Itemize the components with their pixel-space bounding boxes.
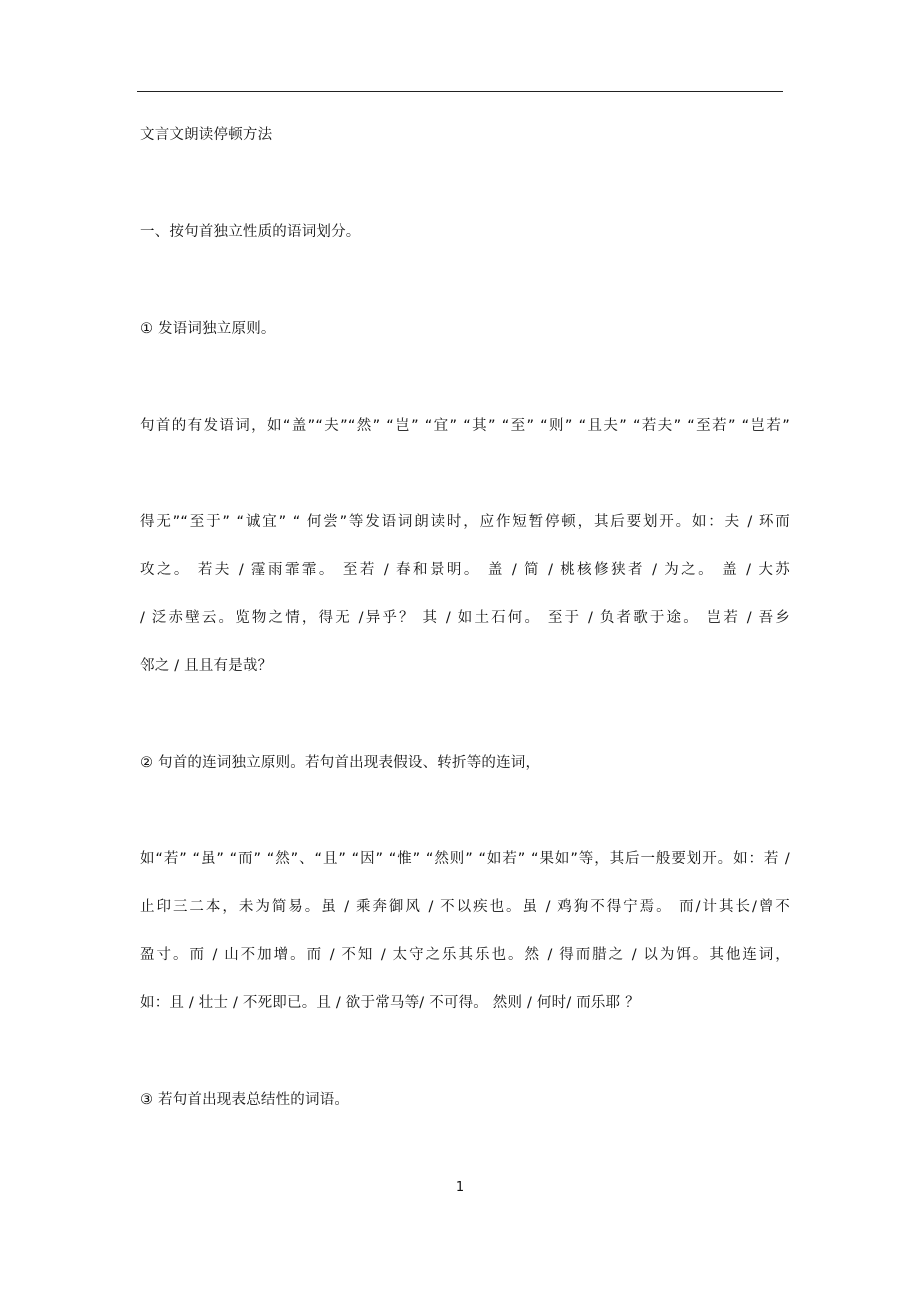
rule-heading: ② 句首的连词独立原则。若句首出现表假设、转折等的连词， [140,755,541,771]
paragraph-line: 止印三二本，未为简易。虽 / 乘奔御风 / 不以疾也。虽 / 鸡狗不得宁焉。 而/计其长/曾不 [140,899,790,915]
paragraph-line: 句首的有发语词，如“盖”“夫”“然” “岂” “宜” “其” “至” “则” “且夫” “若夫” “至若” “岂若” [140,418,790,434]
section-heading: 一、按句首独立性质的语词划分。 [140,224,361,240]
document-title: 文言文朗读停顿方法 [140,127,273,143]
rule-heading: ③ 若句首出现表总结性的词语。 [140,1092,350,1108]
rule-heading: ① 发语词独立原则。 [140,321,276,337]
paragraph-line: 盈寸。而 / 山不加增。而 / 不知 / 太守之乐其乐也。然 / 得而腊之 / 以为饵。其他连词， [140,947,790,963]
paragraph-line: 如“若” “虽” “而” “然”、“且” “因” “惟” “然则” “如若” “果如”等，其后一般要划开。如：若 / [140,851,790,867]
paragraph-line: 攻之。 若夫 / 霪雨霏霏。 至若 / 春和景明。 盖 / 简 / 桃核修狭者 / 为之。 盖 / 大苏 [140,562,790,578]
paragraph-line: / 泛赤壁云。览物之情，得无 /异乎？ 其 / 如土石何。 至于 / 负者歌于途。 岂若 / 吾乡 [140,610,790,626]
page-number: 1 [455,1180,465,1195]
paragraph-line: 得无”“至于” “诚宜” “ 何尝”等发语词朗读时，应作短暂停顿，其后要划开。如：夫 / 环而 [140,514,790,530]
paragraph-line: 邻之 / 且且有是哉？ [140,658,273,674]
paragraph-line: 如：且 / 壮士 / 不死即已。且 / 欲于常马等/ 不可得。 然则 / 何时/ 而乐耶 ？ [140,995,640,1011]
header-rule [137,91,783,92]
